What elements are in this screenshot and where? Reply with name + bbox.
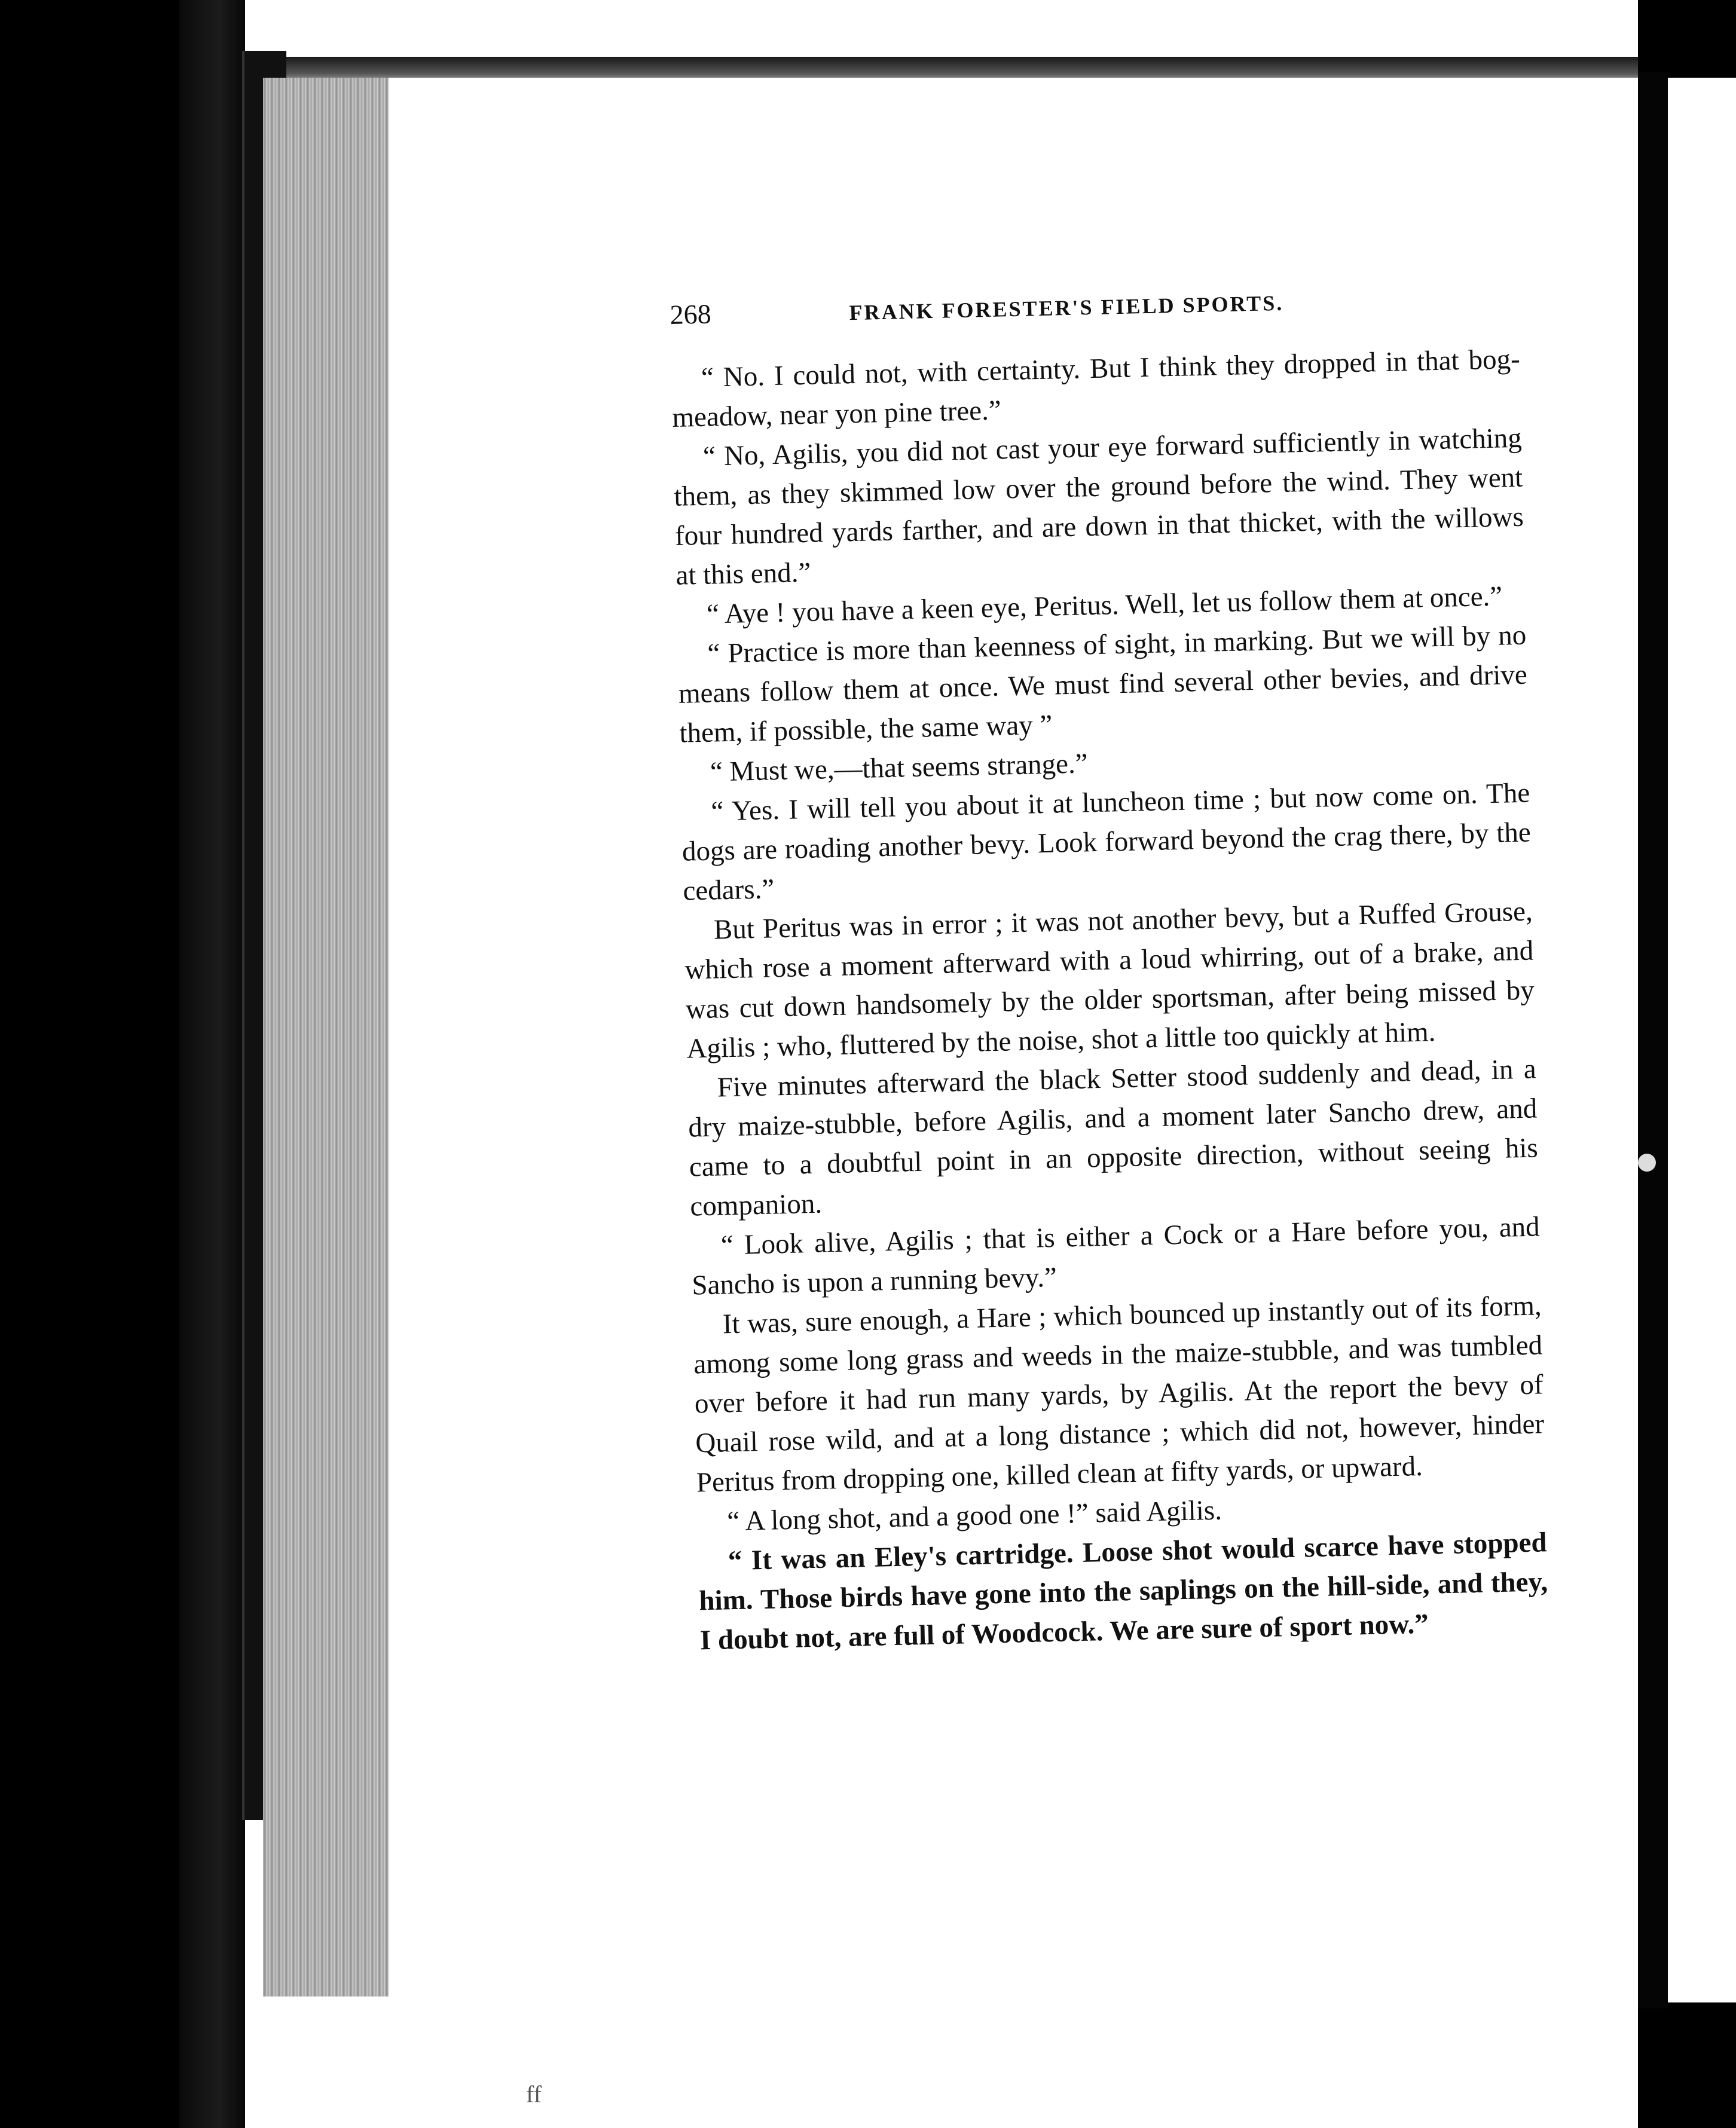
running-head <box>670 280 1519 347</box>
page-edges-top <box>251 57 1650 81</box>
running-head-title: FRANK FORESTER'S FIELD SPORTS. <box>849 291 1284 325</box>
footer-marks: ff <box>526 2081 542 2108</box>
paragraph: “ Look alive, Agilis ; that is either a Cock or a Hare before you, and Sancho is upon a running bevy.” <box>691 1211 1541 1301</box>
next-page-sliver <box>1668 78 1736 2002</box>
page-number: 268 <box>670 298 712 330</box>
book-page <box>389 78 1638 2008</box>
margin-blemish <box>1638 1154 1656 1172</box>
spine-shadow <box>179 0 245 2128</box>
page-text-block <box>670 280 1549 1661</box>
paragraph: “ Yes. I will tell you about it at luncheon time ; but now come on. The dogs are roading another bevy. Look forward beyond the crag there, by the cedars.” <box>681 777 1532 907</box>
paragraph: “ Must we,—that seems strange.” <box>710 748 1089 788</box>
next-page-gutter <box>1638 72 1668 2008</box>
paragraph: Five minutes afterward the black Setter stood suddenly and dead, in a dry maize-stubble, before Agilis, and a moment later Sancho drew, and came to a doubtful point in an opposite direction, without seeing his companion. <box>687 1053 1539 1222</box>
page-edges-stack <box>263 78 389 1996</box>
paragraph: “ Practice is more than keenness of sight, in marking. But we will by no means follow them at once. We must find several other bevies, and drive them, if possible, the same way ” <box>678 619 1528 749</box>
paragraph: It was, sure enough, a Hare ; which bounced up instantly out of its form, among some long grass and weeds in the maize-stubble, and was tumbled over before it had run many yards, by Agilis. At the report the bevy of Quail rose wild, and at a long distance ; which did not, however, hinder Peritus from dropping one, killed clean at fifty yards, or upward. <box>693 1290 1545 1499</box>
paragraph: “ No, Agilis, you did not cast your eye forward sufficiently in watching them, as they skimmed low over the ground before the wind. They went four hundred yards farther, and are down in that thicket, with the willows at this end.” <box>673 422 1524 591</box>
paragraph: But Peritus was in error ; it was not another bevy, but a Ruffed Grouse, which rose a moment afterward with a loud whirring, out of a brake, and was cut down handsomely by the older sportsman, after being missed by Agilis ; who, fluttered by the noise, shot a little too quickly at him. <box>684 895 1535 1065</box>
paragraph: “ It was an Eley's cartridge. Loose shot would scarce have stopped him. Those birds have gone into the saplings on the hill-side, and they, I doubt not, are full of Woodcock. We are sure of sport now.” <box>698 1527 1548 1656</box>
paragraph: “ Aye ! you have a keen eye, Peritus. Well, let us follow them at once.” <box>706 580 1503 630</box>
paragraph: “ A long shot, and a good one !” said Agilis. <box>726 1494 1222 1537</box>
paragraph: “ No. I could not, with certainty. But I think they dropped in that bog-meadow, near yon pine tree.” <box>671 343 1521 433</box>
